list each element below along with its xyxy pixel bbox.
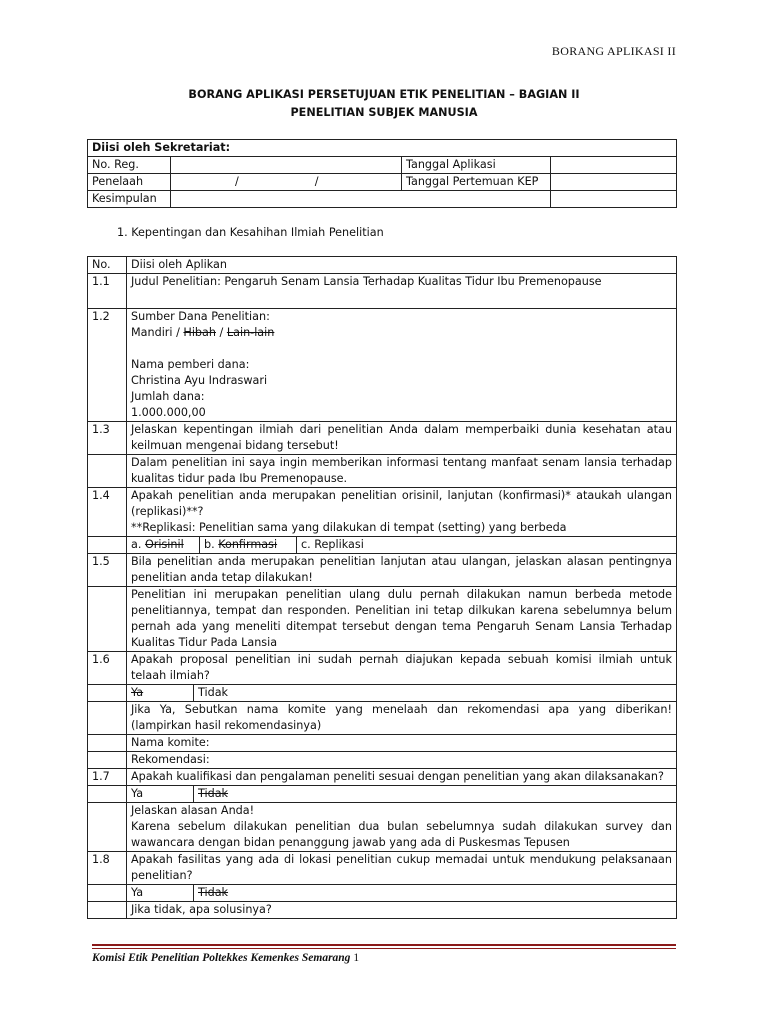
penelaah-slash-1: / [235, 175, 239, 188]
nama-pemberi-value: Christina Ayu Indraswari [131, 374, 268, 387]
question-1-4-text: Apakah penelitian anda merupakan penelitian orisinil, lanjutan (konfirmasi)* ataukah ulangan (replikasi)**? [131, 489, 672, 518]
secretariat-heading: Diisi oleh Sekretariat: [88, 140, 677, 157]
footer-rule-thin [92, 948, 676, 949]
alasan-label: Jelaskan alasan Anda! [131, 804, 255, 817]
options-1-6 [127, 685, 677, 702]
row-number: 1.4 [88, 488, 127, 537]
row-number: 1.5 [88, 554, 127, 587]
no-reg-label: No. Reg. [88, 157, 171, 174]
row-number: 1.1 [88, 274, 127, 309]
document-header-label: BORANG APLIKASI II [551, 44, 676, 58]
question-1-4 [127, 488, 677, 537]
option-ya[interactable]: Ya [131, 686, 144, 699]
replikasi-note: **Replikasi: Penelitian sama yang dilakukan di tempat (setting) yang berbeda [131, 521, 567, 534]
tanggal-pertemuan-field[interactable] [551, 174, 677, 191]
option-tidak[interactable]: Tidak [194, 885, 677, 901]
row-number: 1.2 [88, 309, 127, 422]
jumlah-dana-label: Jumlah dana: [131, 390, 205, 403]
options-1-8 [127, 885, 677, 902]
question-1-3: Jelaskan kepentingan ilmiah dari penelitian Anda dalam memperbaiki dunia kesehatan atau keilmuan mengenai bidang tersebut! [127, 422, 677, 455]
option-tidak[interactable]: Tidak [194, 786, 677, 802]
footer-rule [92, 944, 676, 946]
options-1-7 [127, 786, 677, 803]
option-orisinil[interactable]: a. Orisinil [131, 538, 184, 551]
no-reg-field[interactable] [171, 157, 402, 174]
answer-1-5: Penelitian ini merupakan penelitian ulang dulu pernah dilakukan namun berbeda metode penelitiannya, tempat dan responden. Penelitian ini tetap dilkukan karena sebelumnya belum pernah ada yang meneliti ditempat tersebut dengan tema Pengaruh Senam Lansia Terhadap Kualitas Tidur Pada Lansia [127, 587, 677, 652]
penelaah-label: Penelaah [88, 174, 171, 191]
row-number: 1.3 [88, 422, 127, 455]
option-konfirmasi[interactable]: b. Konfirmasi [200, 537, 297, 553]
answer-1-7: Karena sebelum dilakukan penelitian dua bulan sebelumnya sudah dilakukan survey dan wawancara dengan bidan penanggung jawab yang ada di Puskesmas Tepusen [131, 820, 672, 849]
alasan-1-7 [127, 803, 677, 852]
option-replikasi[interactable]: c. Replikasi [297, 537, 677, 553]
col-main-header: Diisi oleh Aplikan [127, 257, 677, 274]
nama-komite-label: Nama komite: [127, 735, 677, 752]
footer-text: Komisi Etik Penelitian Poltekkes Kemenkes Semarang [92, 952, 351, 964]
kesimpulan-label: Kesimpulan [88, 191, 171, 208]
sumber-dana-cell [127, 309, 677, 422]
question-1-8: Apakah fasilitas yang ada di lokasi penelitian cukup memadai untuk mendukung pelaksanaan penelitian? [127, 852, 677, 885]
tanggal-pertemuan-label: Tanggal Pertemuan KEP [402, 174, 551, 191]
kesimpulan-field[interactable] [171, 191, 551, 208]
applicant-table [87, 256, 677, 919]
option-ya[interactable]: Ya [131, 787, 144, 800]
option-ya[interactable]: Ya [131, 886, 144, 899]
options-1-4 [127, 537, 677, 554]
dana-sep: / [215, 326, 227, 339]
rekomendasi-label: Rekomendasi: [127, 752, 677, 769]
page-number: 1 [353, 952, 360, 964]
answer-1-3: Dalam penelitian ini saya ingin memberikan informasi tentang manfaat senam lansia terhadap kualitas tidur pada Ibu Premenopause. [127, 455, 677, 488]
row-number: 1.8 [88, 852, 127, 885]
footer [92, 952, 359, 964]
col-no-header: No. [88, 257, 127, 274]
question-1-5: Bila penelitian anda merupakan penelitian lanjutan atau ulangan, jelaskan alasan pentingnya penelitian anda tetap dilakukan! [127, 554, 677, 587]
dana-hibah: Hibah [183, 326, 216, 339]
question-1-7: Apakah kualifikasi dan pengalaman peneliti sesuai dengan penelitian yang akan dilaksanakan? [127, 769, 677, 786]
question-1-6: Apakah proposal penelitian ini sudah pernah diajukan kepada sebuah komisi ilmiah untuk telaah ilmiah? [127, 652, 677, 685]
form-title: BORANG APLIKASI PERSETUJUAN ETIK PENELITIAN – BAGIAN II [188, 88, 580, 101]
jika-ya-1-6: Jika Ya, Sebutkan nama komite yang menelaah dan rekomendasi apa yang diberikan! (lampirkan hasil rekomendasinya) [127, 702, 677, 735]
section-title: 1. Kepentingan dan Kesahihan Ilmiah Penelitian [117, 226, 384, 239]
kesimpulan-extra-field[interactable] [551, 191, 677, 208]
row-number: 1.6 [88, 652, 127, 685]
nama-pemberi-label: Nama pemberi dana: [131, 358, 250, 371]
dana-mandiri: Mandiri / [131, 326, 184, 339]
jumlah-dana-value: 1.000.000,00 [131, 406, 206, 419]
penelaah-field[interactable] [171, 174, 402, 191]
secretariat-table [87, 139, 677, 208]
sumber-dana-label: Sumber Dana Penelitian: [131, 310, 270, 323]
option-tidak[interactable]: Tidak [194, 685, 677, 701]
tanggal-aplikasi-label: Tanggal Aplikasi [402, 157, 551, 174]
dana-lain-lain: Lain-lain [226, 326, 275, 339]
judul-penelitian: Judul Penelitian: Pengaruh Senam Lansia Terhadap Kualitas Tidur Ibu Premenopause [127, 274, 677, 309]
tanggal-aplikasi-field[interactable] [551, 157, 677, 174]
form-subtitle: PENELITIAN SUBJEK MANUSIA [290, 106, 478, 119]
penelaah-slash-2: / [314, 175, 319, 188]
jika-tidak-1-8: Jika tidak, apa solusinya? [127, 902, 677, 919]
row-number: 1.7 [88, 769, 127, 786]
